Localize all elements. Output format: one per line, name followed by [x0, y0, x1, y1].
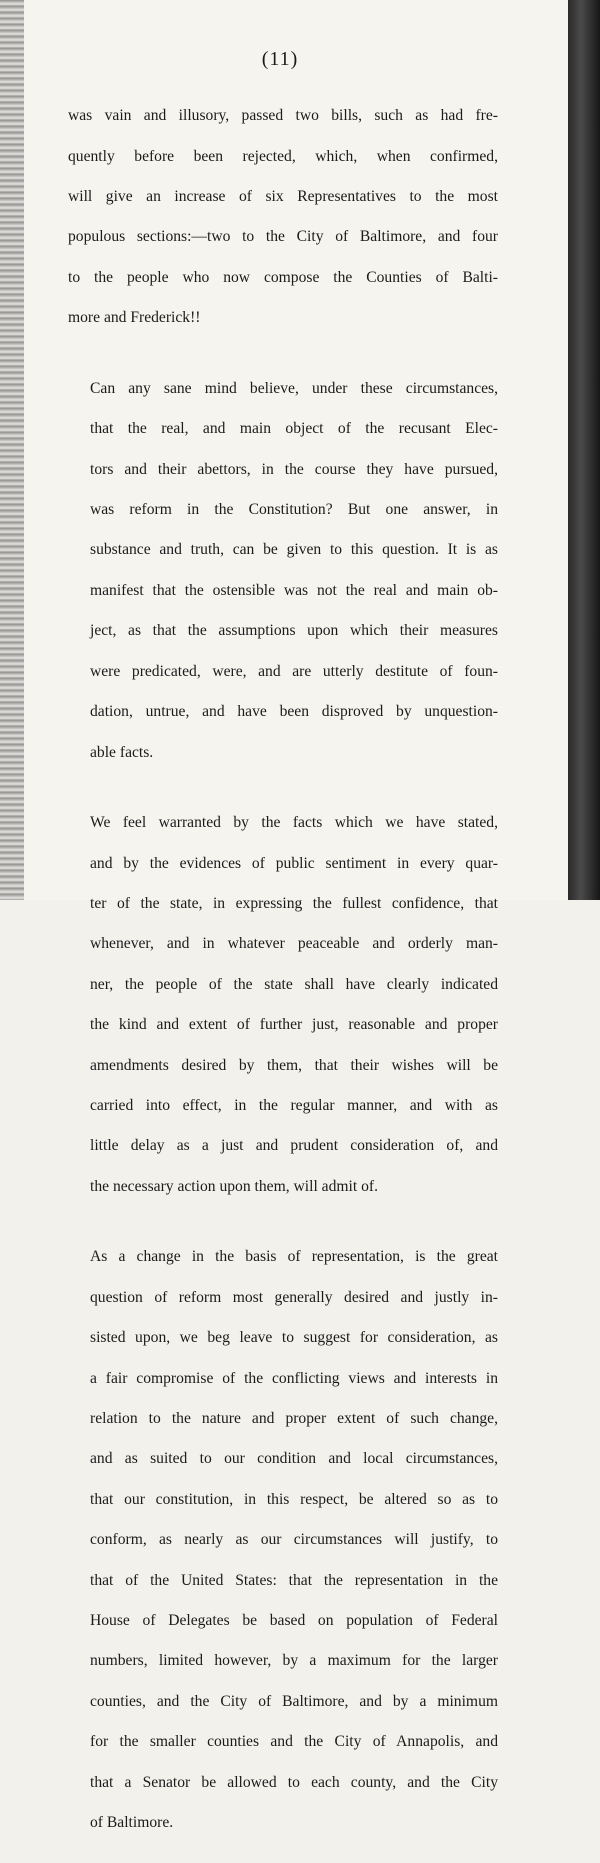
text-line: substance and truth, can be given to this question. It is as	[90, 541, 498, 559]
text-line: was reform in the Constitution? But one answer, in	[90, 501, 498, 519]
body-text	[68, 86, 498, 1863]
text-line: tors and their abettors, in the course they have pursued,	[90, 460, 498, 478]
text-line: We feel warranted by the facts which we have stated,	[90, 814, 498, 832]
text-line: and as suited to our condition and local circumstances,	[90, 1450, 498, 1468]
text-line: ject, as that the assumptions upon which their measures	[90, 622, 498, 640]
text-line: counties, and the City of Baltimore, and by a minimum	[90, 1692, 498, 1710]
text-line: numbers, limited however, by a maximum for the larger	[90, 1652, 498, 1670]
text-line: dation, untrue, and have been disproved by unquestion-	[90, 703, 498, 721]
text-line: Can any sane mind believe, under these circumstances,	[90, 379, 498, 397]
text-line: amendments desired by them, that their wishes will be	[90, 1056, 498, 1074]
text-line: that the real, and main object of the recusant Elec-	[90, 420, 498, 438]
text-line: and by the evidences of public sentiment in every quar-	[90, 854, 498, 872]
text-line: will give an increase of six Representatives to the most	[68, 188, 498, 206]
text-line: were predicated, were, and are utterly destitute of foun-	[90, 662, 498, 680]
text-line: question of reform most generally desired and justly in-	[90, 1288, 498, 1306]
text-line: As a change in the basis of representation, is the great	[90, 1248, 498, 1266]
text-line: the kind and extent of further just, reasonable and proper	[90, 1016, 498, 1034]
text-line: sisted upon, we beg leave to suggest for consideration, as	[90, 1329, 498, 1347]
text-line: ner, the people of the state shall have clearly indicated	[90, 975, 498, 993]
page-number: (11)	[261, 48, 299, 70]
text-line: ter of the state, in expressing the fullest confidence, that	[90, 894, 498, 912]
text-line: that a Senator be allowed to each county, and the City	[90, 1773, 498, 1791]
text-line: able facts.	[90, 743, 154, 761]
text-line: House of Delegates be based on population of Federal	[90, 1612, 498, 1630]
text-line: that our constitution, in this respect, be altered so as to	[90, 1490, 498, 1508]
page-shadow-edge	[568, 0, 600, 900]
text-line: relation to the nature and proper extent of such change,	[90, 1410, 498, 1427]
text-line: for the smaller counties and the City of Annapolis, and	[90, 1733, 498, 1751]
text-line: the necessary action upon them, will admit of.	[90, 1177, 378, 1195]
paragraph-4	[68, 1227, 498, 1853]
paragraph-3	[68, 793, 498, 1217]
text-line: manifest that the ostensible was not the real and main ob-	[90, 581, 498, 599]
text-line: whenever, and in whatever peaceable and orderly man-	[90, 935, 498, 953]
paragraph-2	[68, 359, 498, 783]
text-line: a fair compromise of the conflicting views and interests in	[90, 1369, 498, 1387]
text-line: conform, as nearly as our circumstances will justify, to	[90, 1531, 498, 1549]
text-line: quently before been rejected, which, when confirmed,	[68, 147, 498, 165]
text-line: of Baltimore.	[90, 1814, 174, 1832]
paragraph-1	[68, 86, 498, 349]
text-line: was vain and illusory, passed two bills, such as had fre-	[68, 107, 498, 125]
text-line: carried into effect, in the regular manner, and with as	[90, 1096, 498, 1114]
text-line: little delay as a just and prudent consideration of, and	[90, 1137, 498, 1155]
text-line: more and Frederick!!	[68, 309, 201, 327]
text-line: populous sections:—two to the City of Baltimore, and four	[68, 228, 498, 246]
binding-edge	[0, 0, 24, 900]
text-line: to the people who now compose the Counties of Balti-	[68, 268, 498, 286]
text-line: that of the United States: that the representation in the	[90, 1571, 498, 1589]
